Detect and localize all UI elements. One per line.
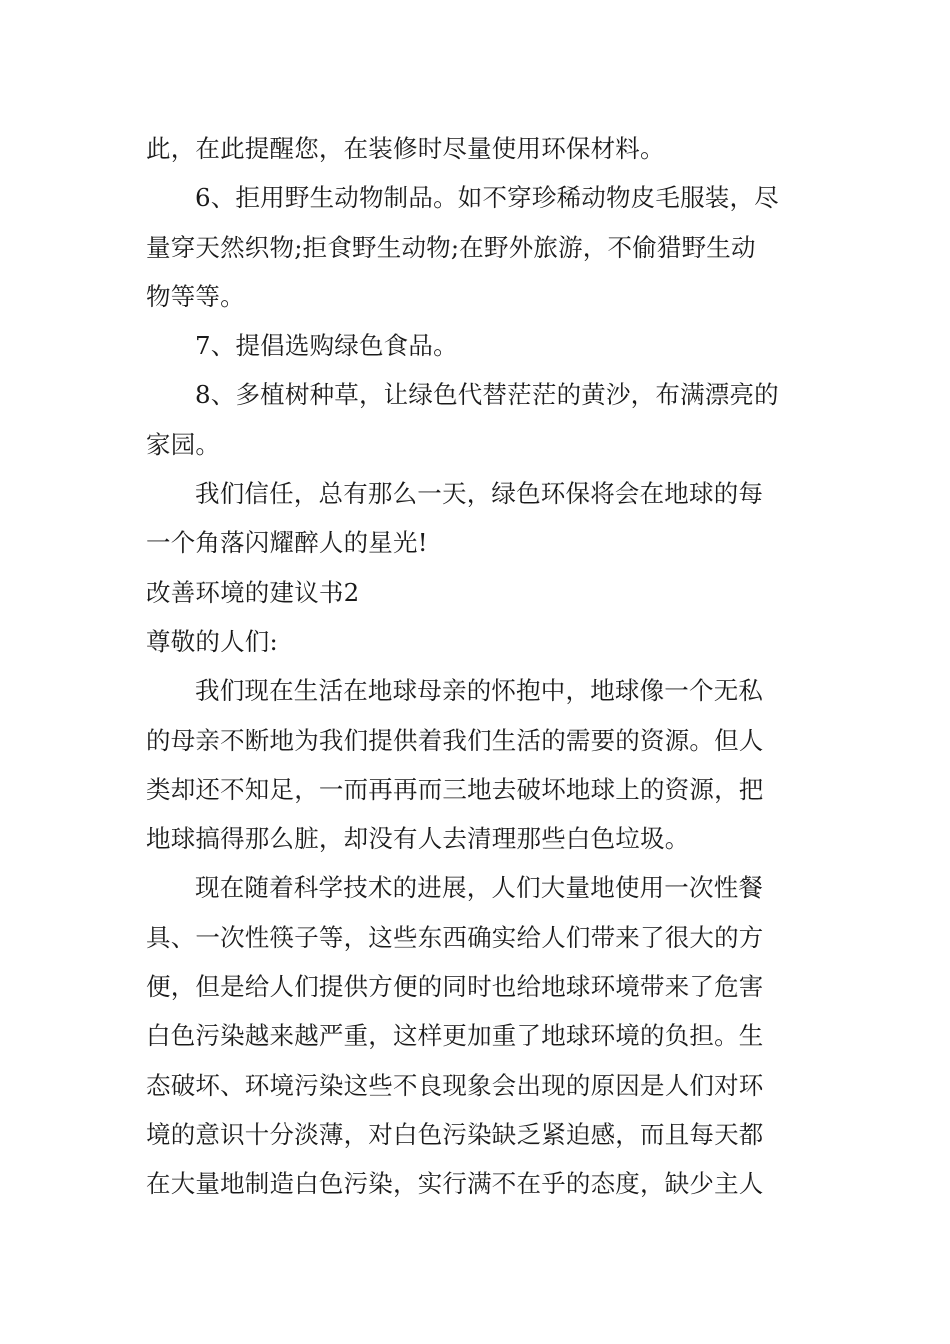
paragraph-line: 我们现在生活在地球母亲的怀抱中，地球像一个无私: [195, 676, 764, 706]
text-line: 此，在此提醒您，在装修时尽量使用环保材料。: [146, 134, 665, 163]
text-line: 物等等。: [146, 281, 245, 311]
salutation: 尊敬的人们:: [146, 626, 278, 656]
section-heading: 改善环境的建议书2: [146, 577, 360, 607]
text-line: 在大量地制造白色污染，实行满不在乎的态度，缺少主人: [146, 1169, 764, 1199]
text-line: 的母亲不断地为我们提供着我们生活的需要的资源。但人: [146, 725, 764, 755]
text-line: 境的意识十分淡薄，对白色污染缺乏紧迫感，而且每天都: [146, 1119, 764, 1149]
document-page: [146, 124, 806, 1209]
text-line: 具、一次性筷子等，这些东西确实给人们带来了很大的方: [146, 922, 764, 952]
text-line: 地球搞得那么脏，却没有人去清理那些白色垃圾。: [146, 824, 690, 854]
list-item-7: 7、提倡选购绿色食品。: [195, 331, 458, 361]
list-item-6: 6、拒用野生动物制品。如不穿珍稀动物皮毛服装，尽: [195, 183, 779, 213]
text-line: 便，但是给人们提供方便的同时也给地球环境带来了危害: [146, 972, 764, 1002]
text-line: 量穿天然织物;拒食野生动物;在野外旅游，不偷猎野生动: [146, 232, 756, 262]
text-line: 家园。: [146, 429, 221, 459]
text-line: 态破坏、环境污染这些不良现象会出现的原因是人们对环: [146, 1070, 764, 1100]
text-line: 白色污染越来越严重，这样更加重了地球环境的负担。生: [146, 1021, 764, 1051]
paragraph-line: 现在随着科学技术的进展，人们大量地使用一次性餐: [195, 873, 764, 903]
paragraph-line: 我们信任，总有那么一天，绿色环保将会在地球的每: [195, 479, 764, 509]
list-item-8: 8、多植树种草，让绿色代替茫茫的黄沙，布满漂亮的: [195, 380, 779, 410]
text-line: 一个角落闪耀醉人的星光!: [146, 528, 428, 558]
text-line: 类却还不知足，一而再再而三地去破坏地球上的资源，把: [146, 774, 764, 804]
